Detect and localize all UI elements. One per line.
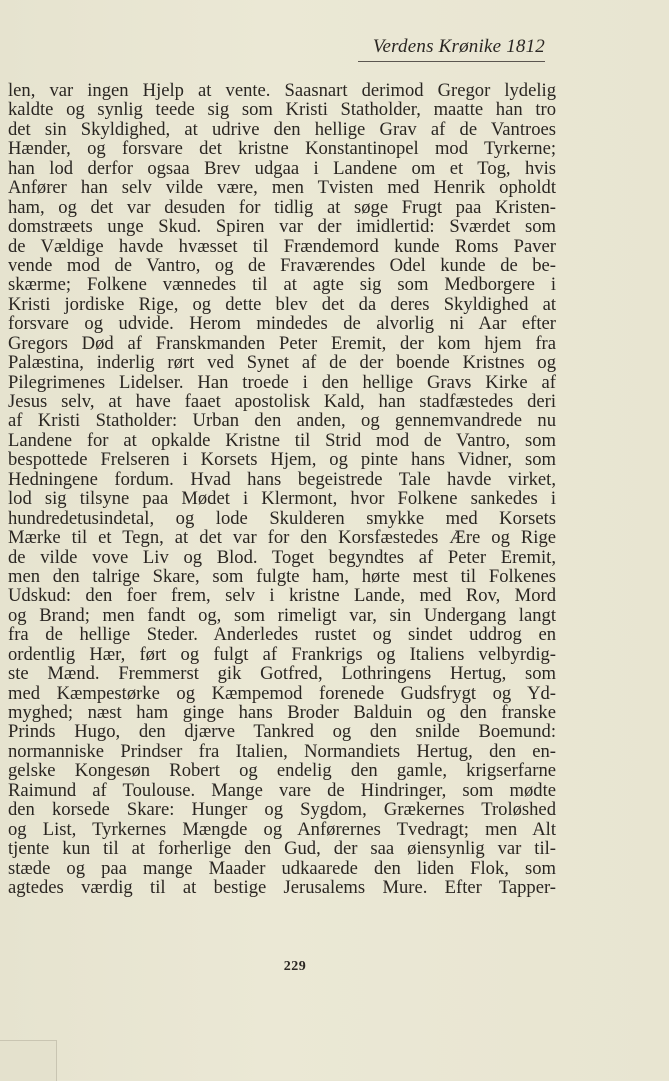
text-line: af Kristi Statholder: Urban den anden, og gennemvandrede nu (8, 411, 556, 431)
text-line: fra de hellige Steder. Anderledes rustet og sindet uddrog en (8, 625, 556, 645)
text-line: ste Mænd. Fremmerst gik Gotfred, Lothringens Hertug, som (8, 664, 556, 684)
text-line: Kristi jordiske Rige, og dette blev det da deres Skyldighed at (8, 294, 556, 315)
running-head-title: Verdens Krønike 1812 (372, 36, 545, 57)
text-line: Anfører han selv vilde være, men Tvisten med Henrik opholdt (8, 178, 556, 198)
text-line: bespottede Frelseren i Korsets Hjem, og pinte hans Vidner, som (8, 450, 556, 470)
text-line: Hedningene fordum. Hvad hans begeistrede Tale havde virket, (8, 469, 556, 490)
header-rule (358, 61, 545, 62)
text-line: forsvare og udvide. Herom mindedes de alvorlig ni Aar efter (8, 314, 556, 334)
text-line: Palæstina, inderlig rørt ved Synet af de der boende Kristnes og (8, 353, 556, 373)
text-line: stæde og paa mange Maader udkaarede den liden Flok, som (8, 858, 556, 878)
text-line: len, var ingen Hjelp at vente. Saasnart derimod Gregor lydelig (8, 81, 556, 101)
text-line: myghed; næst ham ginge hans Broder Balduin og den franske (8, 703, 556, 723)
text-line: gelske Kongesøn Robert og endelig den gamle, krigserfarne (8, 761, 556, 781)
text-line: kaldte og synlig teede sig som Kristi Statholder, maatte han tro (8, 100, 556, 120)
page-number: 229 (283, 959, 307, 974)
text-line: skærme; Folkene vænnedes til at agte sig som Medborgere i (8, 275, 556, 295)
text-line: Pilegrimenes Lidelser. Han troede i den hellige Gravs Kirke af (8, 372, 556, 392)
body-text (8, 81, 556, 897)
text-line: normanniske Prindser fra Italien, Normandiets Hertug, den en- (8, 741, 556, 762)
text-line: de Vældige havde hvæsset til Frændemord kunde Roms Paver (8, 236, 556, 256)
text-line: han lod derfor ogsaa Brev udgaa i Landene om et Tog, hvis (8, 158, 556, 179)
text-line: domstræets unge Skud. Spiren var der imidlertid: Sværdet som (8, 217, 556, 237)
text-line: og Brand; men fandt og, som rimeligt var, sin Undergang langt (8, 605, 556, 626)
text-line: det sin Skyldighed, at udrive den hellige Grav af de Vantroes (8, 119, 556, 140)
text-line: Prinds Hugo, den djærve Tankred og den snilde Boemund: (8, 722, 556, 742)
text-line: Gregors Død af Franskmanden Peter Eremit, der kom hjem fra (8, 333, 556, 354)
text-line: hundredetusindetal, og lode Skulderen smykke med Korsets (8, 508, 556, 529)
text-line: Landene for at opkalde Kristne til Strid mod de Vantro, som (8, 430, 556, 451)
text-line: agtedes værdig til at bestige Jerusalems Mure. Efter Tapper- (8, 877, 556, 898)
text-line: og List, Tyrkernes Mængde og Anførernes Tvedragt; men Alt (8, 819, 556, 840)
text-line: de vilde vove Liv og Blod. Toget begyndtes af Peter Eremit, (8, 547, 556, 567)
text-line: Hænder, og forsvare det kristne Konstantinopel mod Tyrkerne; (8, 139, 556, 159)
text-line: Mærke til et Tegn, at det var for den Korsfæstedes Ære og Rige (8, 528, 556, 548)
text-line: men den talrige Skare, som fulgte ham, hørte mest til Folkenes (8, 566, 556, 587)
text-line: Jesus selv, at have faaet apostolisk Kald, han stadfæstedes deri (8, 392, 556, 412)
text-line: med Kæmpestørke og Kæmpemod forenede Gudsfrygt og Yd- (8, 683, 556, 703)
text-line: Udskud: den foer frem, selv i kristne Lande, med Rov, Mord (8, 586, 556, 606)
text-line: den korsede Skare: Hunger og Sygdom, Grækernes Troløshed (8, 800, 556, 820)
text-line: Raimund af Toulouse. Mange vare de Hindringer, som mødte (8, 780, 556, 801)
text-line: lod sig tilsyne paa Mødet i Klermont, hvor Folkene sankedes i (8, 489, 556, 509)
scan-corner-margin (0, 1040, 57, 1081)
text-line: vende mod de Vantro, og de Fraværendes Odel kunde de be- (8, 255, 556, 276)
text-line: ordentlig Hær, ført og fulgt af Frankrigs og Italiens velbyrdig- (8, 644, 556, 665)
text-line: tjente kun til at forherlige den Gud, der saa øiensynlig var til- (8, 839, 556, 859)
text-line: ham, og det var desuden for tidlig at søge Frugt paa Kristen- (8, 197, 556, 218)
